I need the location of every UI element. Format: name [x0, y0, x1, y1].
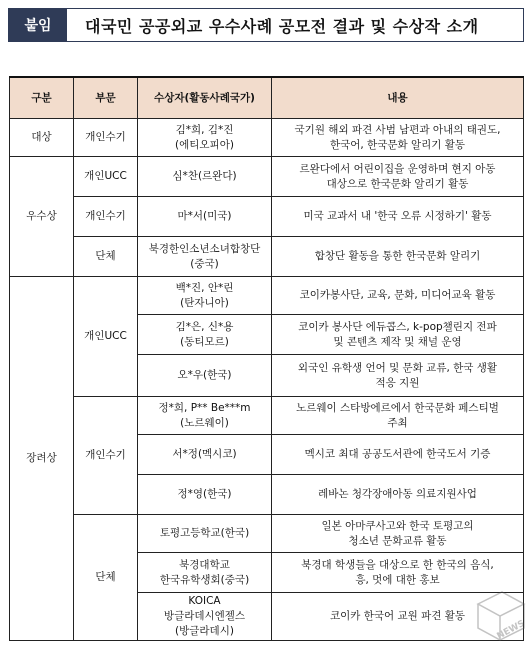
content-cell: 일본 아마쿠사고와 한국 토평고의 청소년 문화교류 활동 [272, 515, 524, 553]
page-header [8, 8, 524, 42]
page-title: 대국민 공공외교 우수사례 공모전 결과 및 수상작 소개 [85, 16, 479, 36]
column-header-division: 구분 [10, 77, 74, 119]
content-cell: 레바논 청각장애아동 의료지원사업 [272, 475, 524, 515]
content-cell: 코이카 봉사단 에듀콥스, k-pop챌린지 전파 및 콘텐츠 제작 및 채널 운영 [272, 315, 524, 355]
division-cell: 우수상 [10, 157, 74, 277]
watermark-text: NEWS [495, 618, 527, 642]
awards-table [9, 76, 527, 642]
content-cell: 르완다에서 어린이집을 운영하며 현지 아동 대상으로 한국문화 알리기 활동 [272, 157, 524, 197]
table-row [10, 119, 524, 157]
division-cell: 대상 [10, 119, 74, 157]
winner-cell: 정*영(한국) [138, 475, 272, 515]
category-cell: 개인UCC [74, 157, 138, 197]
winner-cell: KOICA 방글라데시엔젤스 (방글라데시) [138, 593, 272, 641]
category-cell: 단체 [74, 237, 138, 277]
winner-cell: 백*진, 안*린 (탄자니아) [138, 277, 272, 315]
winner-cell: 북경한인소년소녀합창단 (중국) [138, 237, 272, 277]
content-cell: 코이카 한국어 교원 파견 활동 [272, 593, 524, 641]
table-row [10, 237, 524, 277]
content-cell: 북경대 학생들을 대상으로 한 한국의 음식, 흥, 멋에 대한 홍보 [272, 553, 524, 593]
category-cell: 개인수기 [74, 119, 138, 157]
table-row [10, 515, 524, 553]
winner-cell: 서*정(멕시코) [138, 435, 272, 475]
winner-cell: 정*희, P** Be***m (노르웨이) [138, 397, 272, 435]
content-cell: 코이카봉사단, 교육, 문화, 미디어교육 활동 [272, 277, 524, 315]
column-header-content: 내용 [272, 77, 524, 119]
winner-cell: 오*우(한국) [138, 355, 272, 397]
table-row [10, 197, 524, 237]
winner-cell: 김*은, 신*용 (동티모르) [138, 315, 272, 355]
category-cell: 단체 [74, 515, 138, 641]
table-row [10, 157, 524, 197]
content-cell: 외국인 유학생 언어 및 문화 교류, 한국 생활 적응 지원 [272, 355, 524, 397]
content-cell: 미국 교과서 내 '한국 오류 시정하기' 활동 [272, 197, 524, 237]
table-header-row [10, 77, 524, 119]
content-cell: 국기원 해외 파견 사범 남편과 아내의 태권도, 한국어, 한국문화 알리기 활동 [272, 119, 524, 157]
column-header-winner: 수상자(활동사례국가) [138, 77, 272, 119]
winner-cell: 김*희, 김*진 (에티오피아) [138, 119, 272, 157]
winner-cell: 심*찬(르완다) [138, 157, 272, 197]
column-header-category: 부문 [74, 77, 138, 119]
attachment-badge: 붙임 [9, 9, 67, 41]
content-cell: 노르웨이 스타방에르에서 한국문화 페스티벌 주최 [272, 397, 524, 435]
category-cell: 개인수기 [74, 397, 138, 515]
news-box-icon [472, 586, 528, 644]
category-cell: 개인수기 [74, 197, 138, 237]
winner-cell: 토평고등학교(한국) [138, 515, 272, 553]
content-cell: 합창단 활동을 통한 한국문화 알리기 [272, 237, 524, 277]
table-row [10, 397, 524, 435]
division-cell: 장려상 [10, 277, 74, 641]
content-cell: 멕시코 최대 공공도서관에 한국도서 기증 [272, 435, 524, 475]
table-row [10, 277, 524, 315]
category-cell: 개인UCC [74, 277, 138, 397]
winner-cell: 마*서(미국) [138, 197, 272, 237]
winner-cell: 북경대학교 한국유학생회(중국) [138, 553, 272, 593]
